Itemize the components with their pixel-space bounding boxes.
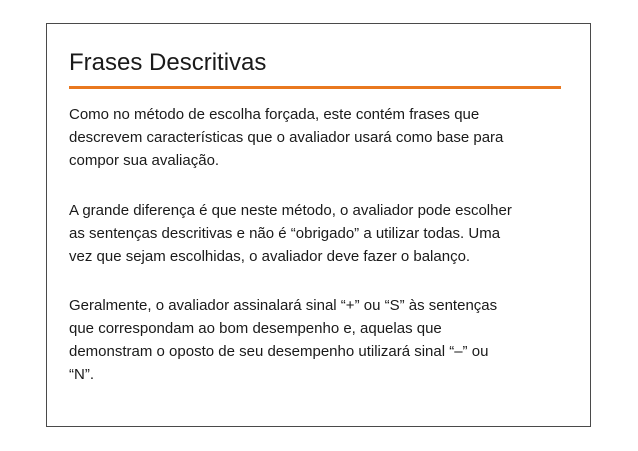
paragraph-line: compor sua avaliação.: [69, 152, 220, 169]
paragraph-line: Geralmente, o avaliador assinalará sinal “+” ou “S” às sentenças: [69, 297, 498, 314]
paragraph-line: A grande diferença é que neste método, o avaliador pode escolher: [69, 202, 512, 219]
paragraph-line: Como no método de escolha forçada, este contém frases que: [69, 106, 480, 123]
paragraph-line: descrevem características que o avaliador usará como base para: [69, 129, 504, 146]
paragraph-3: [69, 294, 569, 386]
paragraph-line: vez que sejam escolhidas, o avaliador deve fazer o balanço.: [69, 248, 471, 265]
paragraph-line: “N”.: [69, 366, 94, 383]
paragraph-line: demonstram o oposto de seu desempenho utilizará sinal “–” ou: [69, 343, 489, 360]
paragraph-2: [69, 199, 569, 268]
paragraph-line: que correspondam ao bom desempenho e, aquelas que: [69, 320, 442, 337]
paragraph-line: as sentenças descritivas e não é “obrigado” a utilizar todas. Uma: [69, 225, 501, 242]
paragraph-1: [69, 103, 569, 172]
slide-title: Frases Descritivas: [69, 49, 267, 76]
slide: [46, 23, 591, 427]
title-underline: [69, 86, 561, 89]
